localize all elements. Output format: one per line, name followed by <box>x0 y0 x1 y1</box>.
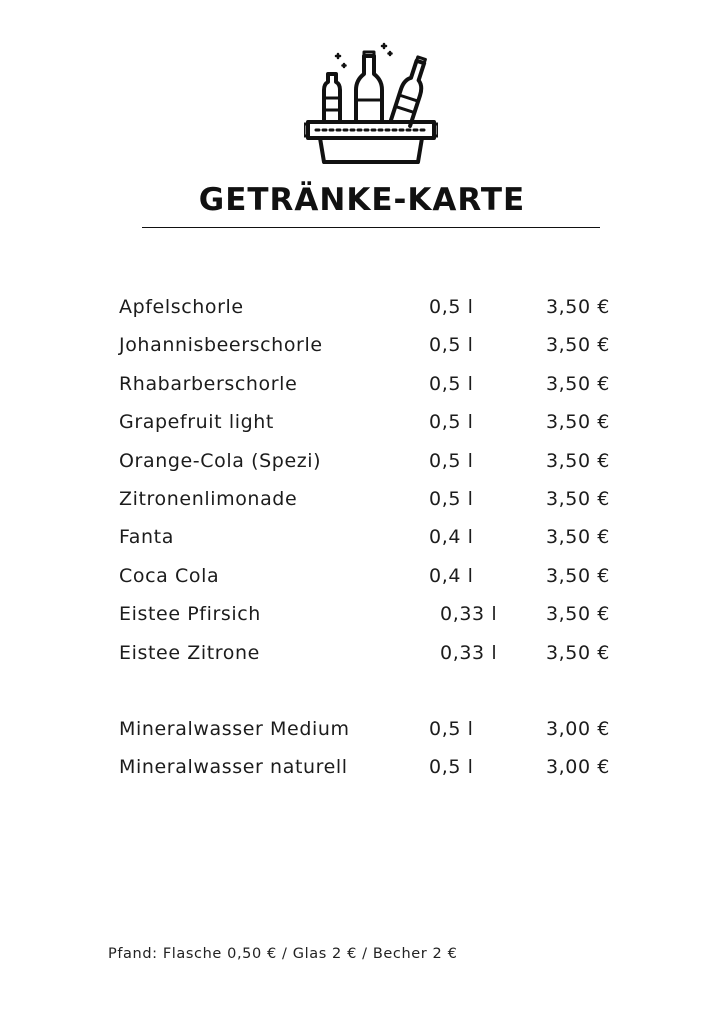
drink-volume: 0,4 l <box>429 526 474 549</box>
drink-volume: 0,5 l <box>429 296 474 318</box>
bottle-bucket-icon <box>304 40 438 170</box>
drink-price: 3,50 € <box>545 526 610 549</box>
drink-price: 3,00 € <box>545 756 610 779</box>
drink-price: 3,50 € <box>545 449 610 472</box>
drink-name: Orange-Cola (Spezi) <box>119 449 322 472</box>
drink-name: Grapefruit light <box>119 411 274 434</box>
menu-row <box>119 595 619 633</box>
deposit-note: Pfand: Flasche 0,50 € / Glas 2 € / Becher 2 € <box>108 946 458 962</box>
drink-price: 3,50 € <box>545 372 610 395</box>
title-divider <box>142 227 600 228</box>
drink-volume: 0,4 l <box>429 564 474 587</box>
drink-name: Rhabarberschorle <box>119 372 298 395</box>
drink-volume: 0,5 l <box>429 372 474 395</box>
drink-volume: 0,5 l <box>429 334 474 357</box>
drink-volume: 0,5 l <box>429 487 474 510</box>
menu-row <box>119 634 619 672</box>
menu-row <box>119 403 619 441</box>
page-title: GETRÄNKE-KARTE <box>198 182 526 218</box>
drink-volume: 0,5 l <box>429 449 474 472</box>
drink-price: 3,50 € <box>545 641 610 664</box>
drink-name: Zitronenlimonade <box>119 487 298 510</box>
drink-name: Apfelschorle <box>119 296 244 318</box>
drink-name: Mineralwasser naturell <box>119 756 348 779</box>
menu-row <box>119 326 619 364</box>
drink-volume: 0,5 l <box>429 756 474 779</box>
drink-price: 3,00 € <box>545 717 610 740</box>
drink-name: Eistee Zitrone <box>119 641 260 664</box>
drink-volume: 0,5 l <box>429 411 474 434</box>
menu-row <box>119 288 619 326</box>
menu-row <box>119 365 619 403</box>
menu-row <box>119 557 619 595</box>
drink-price: 3,50 € <box>545 334 610 357</box>
drink-price: 3,50 € <box>545 564 610 587</box>
drink-volume: 0,5 l <box>429 717 474 740</box>
menu-row <box>119 748 619 786</box>
menu-row <box>119 518 619 556</box>
drink-price: 3,50 € <box>545 411 610 434</box>
menu-row <box>119 480 619 518</box>
drink-name: Mineralwasser Medium <box>119 717 350 740</box>
drinks-menu <box>119 288 619 787</box>
drink-name: Coca Cola <box>119 564 220 587</box>
drink-name: Fanta <box>119 526 174 549</box>
menu-row <box>119 442 619 480</box>
drink-price: 3,50 € <box>545 296 610 318</box>
drink-price: 3,50 € <box>545 487 610 510</box>
menu-row <box>119 710 619 748</box>
drink-name: Eistee Pfirsich <box>119 603 261 626</box>
drink-volume: 0,33 l <box>440 641 498 664</box>
section-spacer <box>119 672 619 710</box>
drink-name: Johannisbeerschorle <box>119 334 323 357</box>
drink-price: 3,50 € <box>545 603 610 626</box>
drink-volume: 0,33 l <box>440 603 498 626</box>
